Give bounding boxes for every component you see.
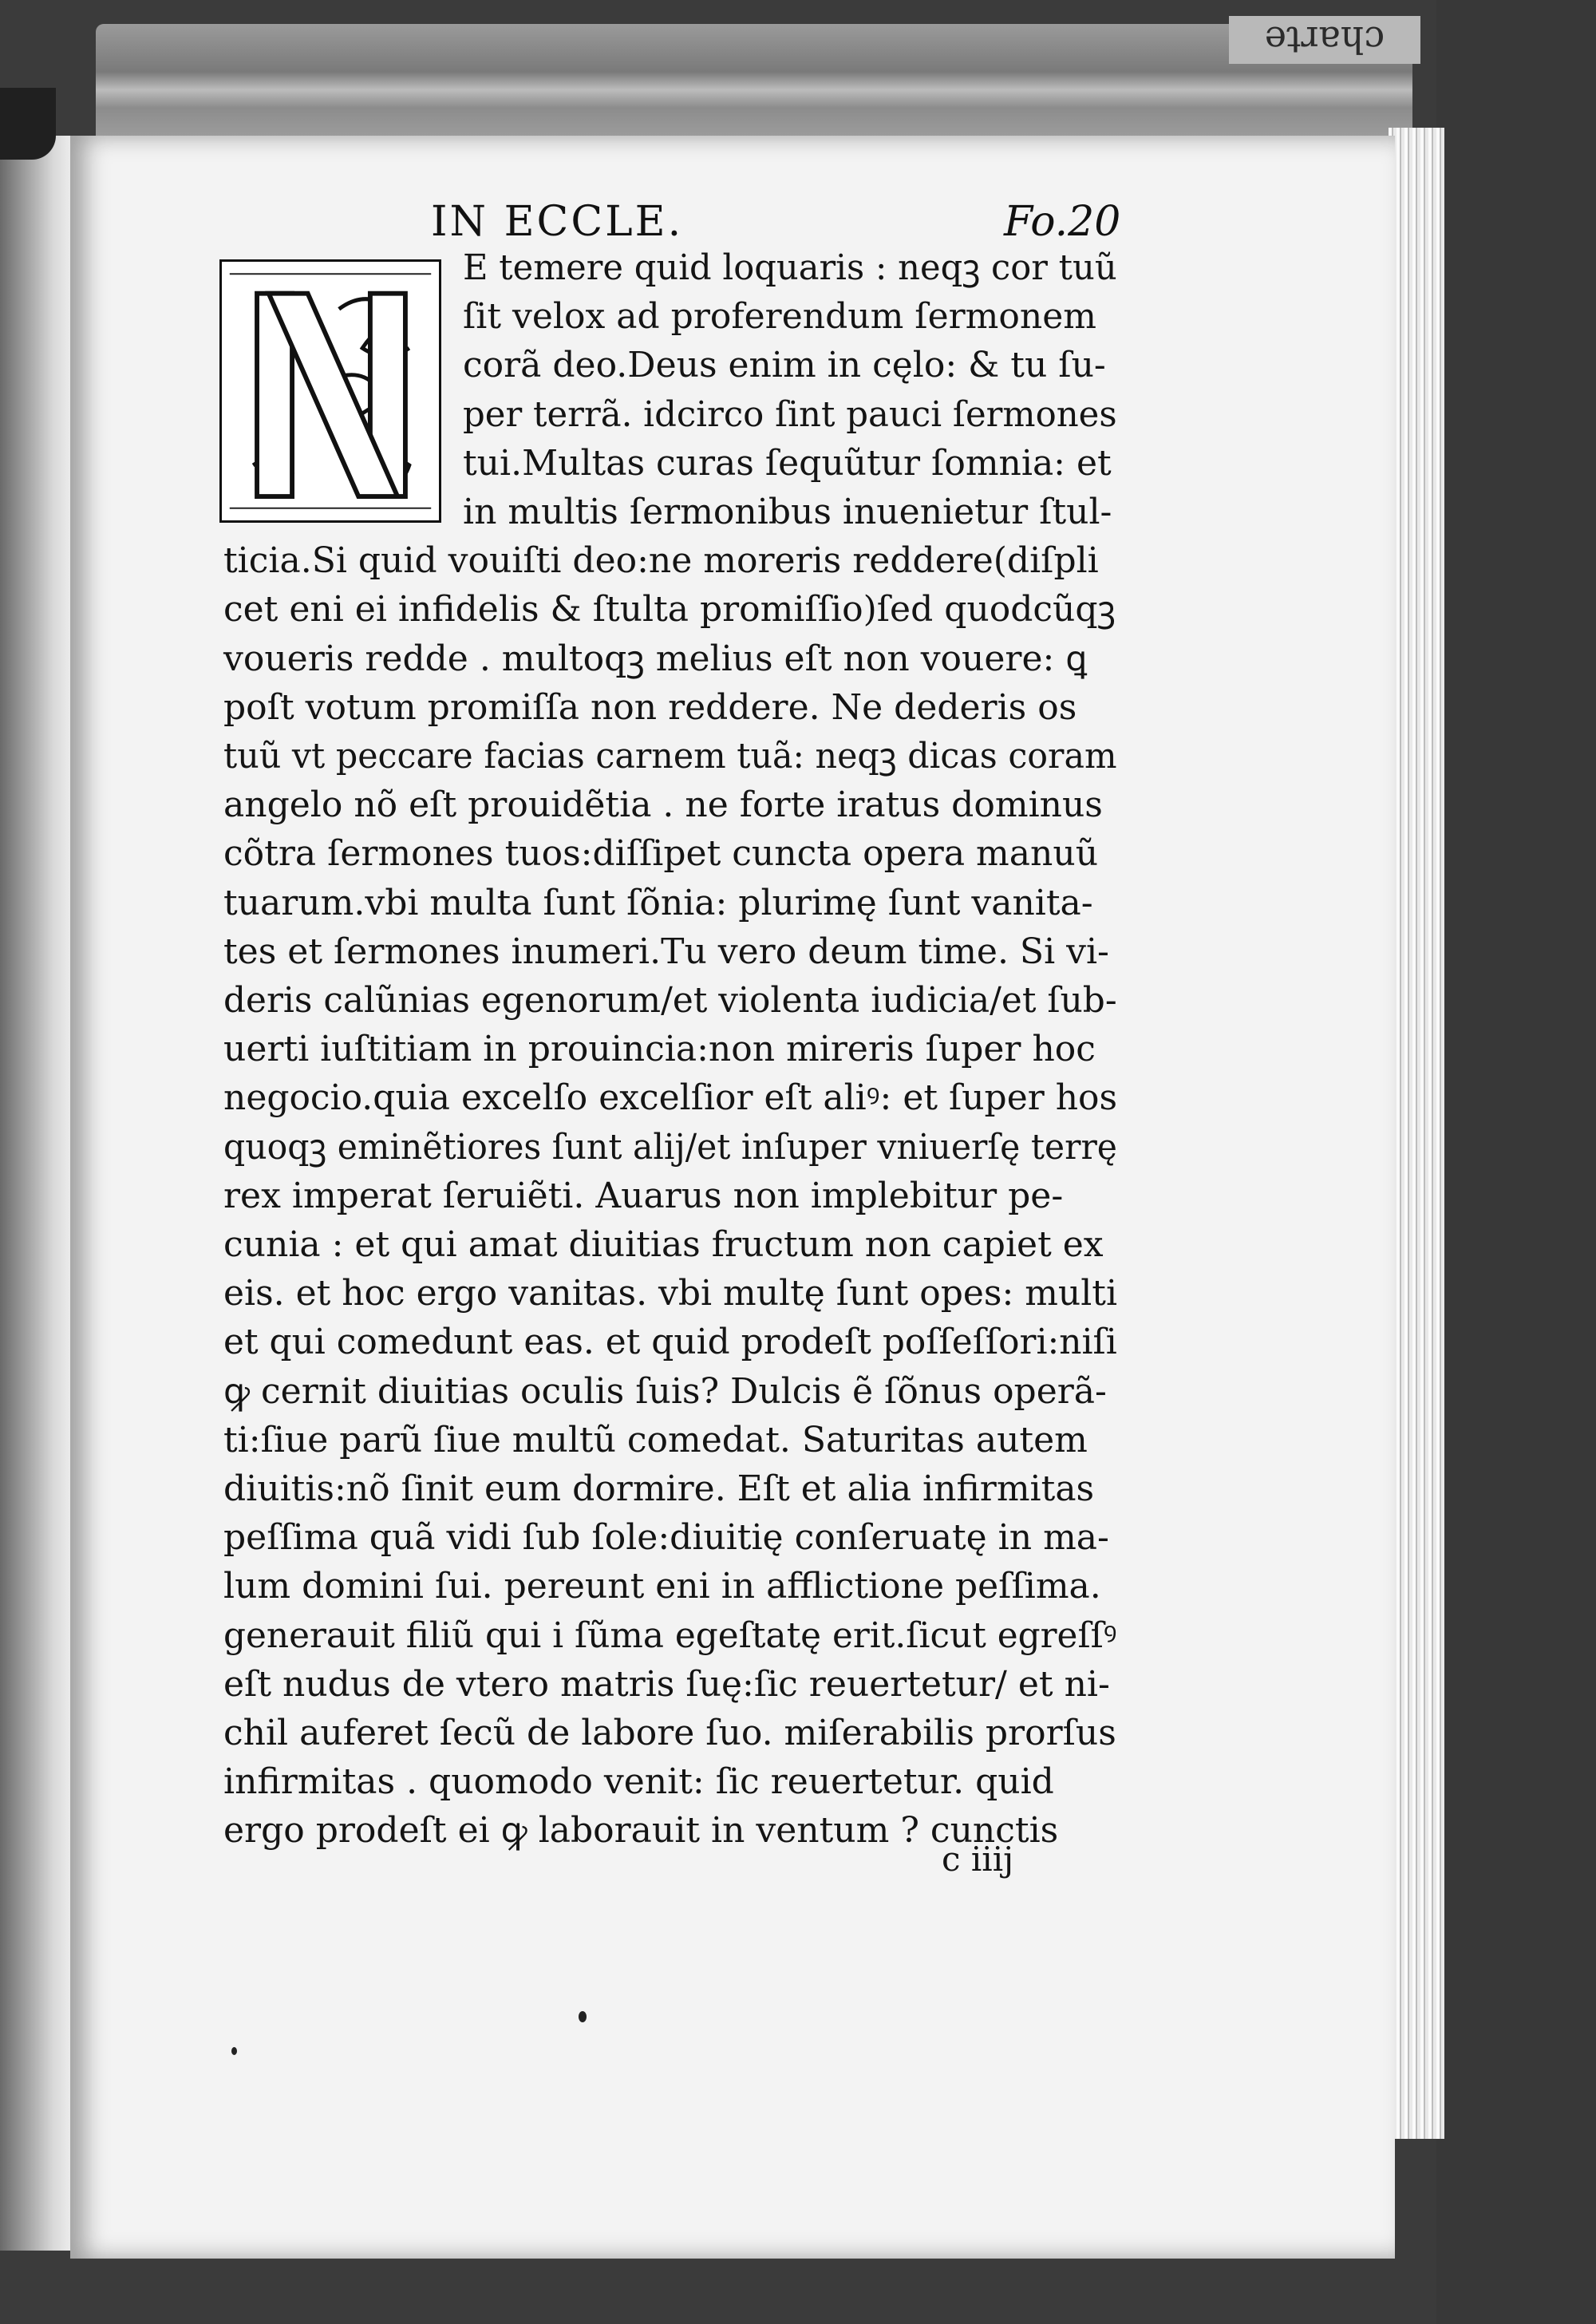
book-top-edge (96, 24, 1412, 144)
text-line: rex imperat ſeruiẽti. Auarus non implebitur pe- (223, 1175, 1064, 1216)
text-line: eis. et hoc ergo vanitas. vbi multę ſunt opes: multi (223, 1273, 1118, 1314)
text-line: E temere quid loquaris : neqꝫ cor tuũ (463, 247, 1117, 288)
ink-spot (579, 2011, 587, 2022)
spine-label: charte (1229, 16, 1420, 64)
text-line: ticia.Si quid vouiſti deo:ne moreris reddere(diſpli (223, 540, 1099, 582)
text-line: tes et ſermones inumeri.Tu vero deum time. Si vi- (223, 931, 1109, 972)
page-stack-edge (1389, 128, 1444, 2139)
scanner-bed (1436, 0, 1596, 2324)
text-line: quoqꝫ eminẽtiores ſunt alij/et inſuper vniuerſę terrę (223, 1126, 1117, 1168)
text-line: uerti iuſtitiam in prouincia:non mireris ſuper hoc (223, 1029, 1096, 1070)
text-line: tuarum.vbi multa ſunt ſõnia: plurimę ſunt vanita- (223, 882, 1093, 923)
left-page-edge (0, 136, 76, 2251)
text-line: chil auferet ſecũ de labore ſuo. miſerabilis prorſus (223, 1713, 1116, 1753)
text-line: ꝙ cernit diuitias oculis ſuis? Dulcis ẽ ſõnus operã- (223, 1370, 1107, 1412)
text-line: peſſima quã vidi ſub ſole:diuitię conſeruatę in ma- (223, 1517, 1109, 1559)
left-page-shadow (0, 88, 56, 160)
text-line: poſt votum promiſſa non reddere. Ne dederis os (223, 686, 1077, 728)
text-line: per terrã. idcirco ſint pauci ſermones (463, 393, 1117, 435)
text-line: ſit velox ad proferendum ſermonem (463, 296, 1096, 338)
text-line: voueris redde . multoqꝫ melius eſt non vouere: ꝗ (223, 638, 1088, 679)
text-line: corã deo.Deus enim in cęlo: & tu ſu- (463, 345, 1106, 386)
text-line: in multis ſermonibus inuenietur ſtul- (463, 492, 1112, 532)
folio-number: Fo.20 (1004, 198, 1121, 246)
decorated-initial (219, 259, 441, 523)
text-line: tui.Multas curas ſequũtur ſomnia: et (463, 442, 1112, 484)
running-head: IN ECCLE. (431, 198, 684, 246)
text-line: angelo nõ eſt prouidẽtia . ne forte iratus dominus (223, 785, 1103, 826)
text-line: infirmitas . quomodo venit: ſic reuertetur. quid (223, 1761, 1054, 1803)
text-line: tuũ vt peccare facias carnem tuã: neqꝫ dicas coram (223, 736, 1117, 777)
text-line: deris calũnias egenorum/et violenta iudicia/et ſub- (223, 980, 1117, 1021)
text-line: negocio.quia excelſo excelſior eſt aliꝰ: et ſuper hos (223, 1077, 1118, 1119)
initial-n-woodcut (222, 262, 439, 520)
text-line: diuitis:nõ ſinit eum dormire. Eſt et alia infirmitas (223, 1468, 1095, 1509)
signature-mark: c iiij (942, 1840, 1014, 1879)
text-line: ti:ſiue parũ ſiue multũ comedat. Saturitas autem (223, 1419, 1088, 1460)
text-line: cõtra ſermones tuos:diſſipet cuncta opera manuũ (223, 833, 1099, 875)
text-line: eſt nudus de vtero matris ſuę:ſic reuertetur/ et ni- (223, 1663, 1110, 1705)
text-line: ergo prodeſt ei ꝙ laborauit in ventum ? cunctis (223, 1810, 1059, 1852)
text-line: generauit filiũ qui i ſũma egeſtatę erit.ſicut egreſſꝰ (223, 1615, 1117, 1656)
text-line: cet eni ei infidelis & ſtulta promiſſio)ſed quodcũqꝫ (223, 589, 1116, 630)
ink-spot (231, 2047, 237, 2055)
text-line: cunia : et qui amat diuitias fructum non capiet ex (223, 1224, 1104, 1265)
text-line: et qui comedunt eas. et quid prodeſt poſſeſſori:niſi (223, 1322, 1117, 1363)
text-line: lum domini ſui. pereunt eni in afflictione peſſima. (223, 1566, 1101, 1607)
